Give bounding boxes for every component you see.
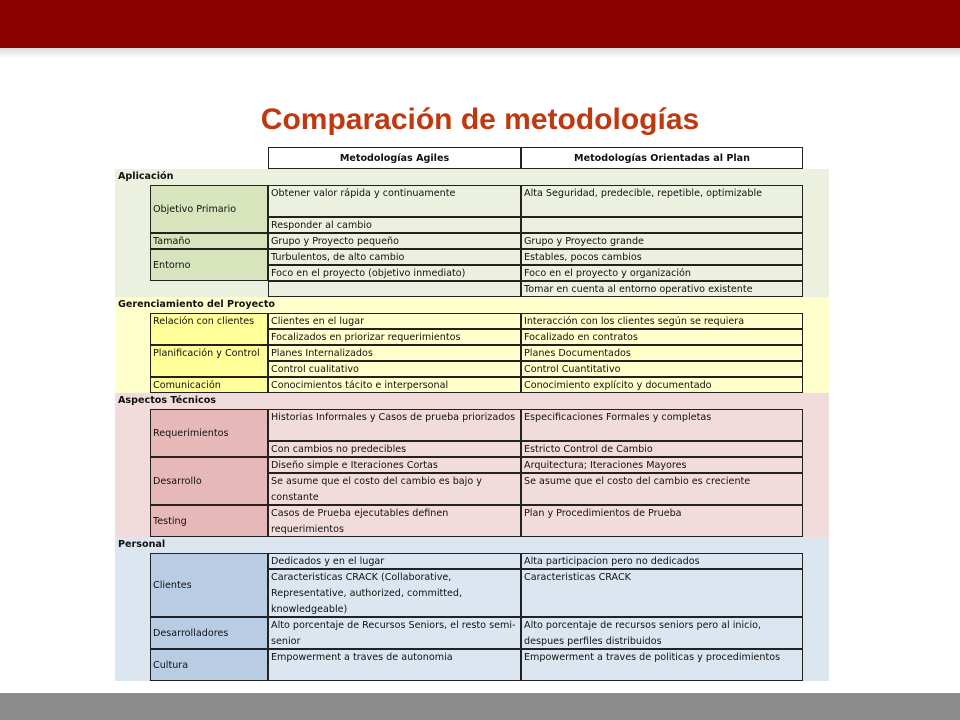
- group-tamano: Tamaño: [150, 233, 268, 249]
- table-row: Grupo y Proyecto pequeño Grupo y Proyecto grande: [115, 233, 829, 249]
- table-row: Historias Informales y Casos de prueba priorizados Especificaciones Formales y completas: [115, 409, 829, 441]
- table-row: Obtener valor rápida y continuamente Alta Seguridad, predecible, repetible, optimizable: [115, 185, 829, 217]
- table-row: Con cambios no predecibles Estricto Control de Cambio: [115, 441, 829, 457]
- group-cultura: Cultura: [150, 649, 268, 681]
- table-row: Clientes en el lugar Interacción con los clientes según se requiera: [115, 313, 829, 329]
- table-row: Caracteristicas CRACK (Collaborative, Representative, authorized, committed, knowledgeable) Caracteristicas CRACK: [115, 569, 829, 617]
- group-desarrolladores: Desarrolladores: [150, 617, 268, 649]
- group-desarrollo: Desarrollo: [150, 457, 268, 505]
- section-tecnicos: [115, 393, 829, 537]
- section-personal: [115, 537, 829, 681]
- section-label: Personal: [118, 539, 166, 550]
- section-aplicacion: [115, 169, 829, 297]
- section-label: Aplicación: [118, 171, 174, 182]
- table-row: Casos de Prueba ejecutables definen requerimientos Plan y Procedimientos de Prueba: [115, 505, 829, 537]
- top-banner: [0, 0, 960, 48]
- group-comunicacion: Comunicación: [150, 377, 268, 393]
- group-requerimientos: Requerimientos: [150, 409, 268, 457]
- bottom-banner: [0, 693, 960, 720]
- table-header-row: [115, 147, 829, 169]
- table-row: Conocimientos tácito e interpersonal Conocimiento explícito y documentado: [115, 377, 829, 393]
- table-row: Planes Internalizados Planes Documentados: [115, 345, 829, 361]
- group-objetivo-primario: Objetivo Primario: [150, 185, 268, 233]
- group-relacion-clientes: Relación con clientes: [150, 313, 268, 345]
- top-banner-shadow: [0, 48, 960, 58]
- group-planificacion-control: Planificación y Control: [150, 345, 268, 377]
- group-testing: Testing: [150, 505, 268, 537]
- group-entorno: Entorno: [150, 249, 268, 281]
- header-plan: Metodologías Orientadas al Plan: [521, 147, 803, 169]
- table-row: Tomar en cuenta al entorno operativo existente: [115, 281, 829, 297]
- table-row: Alto porcentaje de Recursos Seniors, el resto semi-senior Alto porcentaje de recursos seniors pero al inicio, despues perfiles distribuidos: [115, 617, 829, 649]
- table-row: Focalizados en priorizar requerimientos Focalizado en contratos: [115, 329, 829, 345]
- section-label: Aspectos Técnicos: [118, 395, 216, 406]
- slide-title: Comparación de metodologías: [260, 103, 700, 136]
- table-row: Se asume que el costo del cambio es bajo y constante Se asume que el costo del cambio es creciente: [115, 473, 829, 505]
- table-row: Control cualitativo Control Cuantitativo: [115, 361, 829, 377]
- group-clientes: Clientes: [150, 553, 268, 617]
- comparison-table: [115, 147, 829, 681]
- header-agiles: Metodologías Agiles: [268, 147, 521, 169]
- section-gerenciamiento: [115, 297, 829, 393]
- table-row: Diseño simple e Iteraciones Cortas Arquitectura; Iteraciones Mayores: [115, 457, 829, 473]
- table-row: Dedicados y en el lugar Alta participacion pero no dedicados: [115, 553, 829, 569]
- table-row: Foco en el proyecto (objetivo inmediato) Foco en el proyecto y organización: [115, 265, 829, 281]
- table-row: Empowerment a traves de autonomia Empowerment a traves de politicas y procedimientos: [115, 649, 829, 681]
- table-row: Turbulentos, de alto cambio Estables, pocos cambios: [115, 249, 829, 265]
- table-row: Responder al cambio: [115, 217, 829, 233]
- section-label: Gerenciamiento del Proyecto: [118, 299, 276, 310]
